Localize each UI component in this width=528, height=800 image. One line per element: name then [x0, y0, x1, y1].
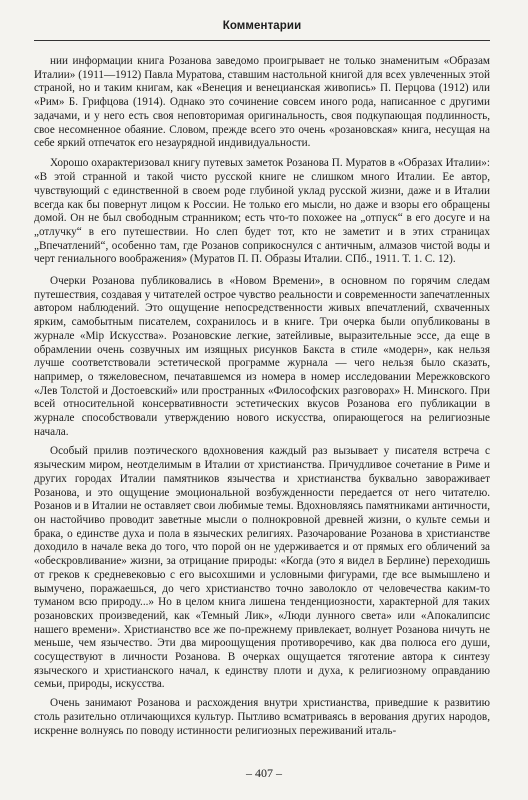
paragraph-5: Очень занимают Розанова и расхождения внутри христианства, приведшие к развитию столь разительно отличающихся культур. Пытливо всматриваясь в верования других народов, искренне волнуясь по поводу истинности религиозных переживаний италь- — [34, 697, 490, 737]
running-header — [34, 20, 490, 42]
commentary-text — [34, 55, 490, 745]
header-rule — [34, 40, 490, 41]
header-title: Комментарии — [222, 20, 302, 32]
paragraph-4: Особый прилив поэтического вдохновения каждый раз вызывает у писателя встреча с языческим миром, неотделимым в Италии от христианства. Причудливое сочетание в Риме и других городах Италии памятников язычества и христианства буквально завораживает Розанова, и это ощущение эмоциональной возбужденности передается от него читателю. Розанов и в Италии не оставляет свои любимые темы. Вдохновляясь памятниками античности, он настойчиво проводит заветные мысли о полнокровной древней жизни, о культе семьи и брака, о единстве духа и пола в языческих религиях. Разочарование Розанова в христианстве доходило в начале века до того, что порой он не удерживается и от прямых его обличений за «обескровливание» жизни, за отрицание природы: «Когда (это я видел в Берлине) переходишь от греков к средневековью с его высохшими и условными фигурами, где все вымышлено и вымучено, поражаешься, до чего христианство точно заволокло от человечества каким-то туманом всю природу...» Но в целом книга лишена тенденциозности, характерной для таких розановских произведений, как «Темный Лик», «Люди лунного света» или «Апокалипсис нашего времени». Христианство все же по-прежнему привлекает, волнует Розанова ничуть не меньше, чем язычество. Эти два мироощущения противоречиво, как два полюса его души, сосуществуют в личности Розанова. В очерках ощущается тяготение автора к синтезу языческого и христианского начал, к единству плоти и духа, к религиозному оправданию семьи, природы, искусства. — [34, 445, 490, 691]
paragraph-3: Очерки Розанова публиковались в «Новом Времени», в основном по горячим следам путешествия, создавая у читателей острое чувство реальности и современности запечатленных автором наблюдений. Это ощущение непосредственности живых впечатлений, схваченных ярким, самобытным писателем, сохранилось и в книге. Три очерка были опубликованы в журнале «Мір Искусства». Розановские легкие, затейливые, выразительные эссе, да еще в обрамлении очень созвучных им изящных рисунков Бакста в стиле «модерн», как нельзя лучше соответствовали эстетической программе журнала — чего нельзя было сказать, например, о тяжеловесном, печатавшемся из номера в номер исследовании Мережковского «Лев Толстой и Достоевский» или пространных «Философских разговорах» Н. Минского. При всей относительной консервативности эстетических вкусов Розанова его публикации в журнале способствовали утверждению нового искусства, опирающегося на религиозные начала. — [34, 275, 490, 438]
paragraph-2: Хорошо охарактеризовал книгу путевых заметок Розанова П. Муратов в «Образах Италии»: «В этой странной и такой чисто русской книге не слишком много Италии. Ее автор, чувствующий с единственной в своем роде глубиной уклад русской жизни, даже и в Италии всегда как бы повернут лицом к России. Не только его мысли, но даже и взоры его обращены домой. Он не был свободным странником; есть что-то похожее на „отпуск“ в его досуге и на „отлучку“ в его путешествии. Но слеп будет тот, кто не заметит и в этих страницах „Впечатлений“, особенно там, где Розанов соприкоснулся с античным, алмазов чистой воды и черт гениального воображения» (Муратов П. П. Образы Италии. СПб., 1911. Т. 1. С. 12). — [34, 157, 490, 266]
page-number: – 407 – — [246, 766, 282, 780]
paragraph-1: нии информации книга Розанова заведомо проигрывает не только знаменитым «Образам Италии» (1911—1912) Павла Муратова, ставшим настольной книгой для всех увлеченных этой страной, но и таким книгам, как «Венеция и венецианская живопись» П. Перцова (1912) или «Рим» Б. Грифцова (1914). Однако это сочинение совсем иного рода, написанное с другими задачами, и у него есть своя неповторимая оригинальность, своя подкупающая подлинность, свое несомненное обаяние. Словом, прежде всего это очень «розановская» книга, несущая на себе яркий отпечаток его незаурядной индивидуальности. — [34, 55, 490, 150]
